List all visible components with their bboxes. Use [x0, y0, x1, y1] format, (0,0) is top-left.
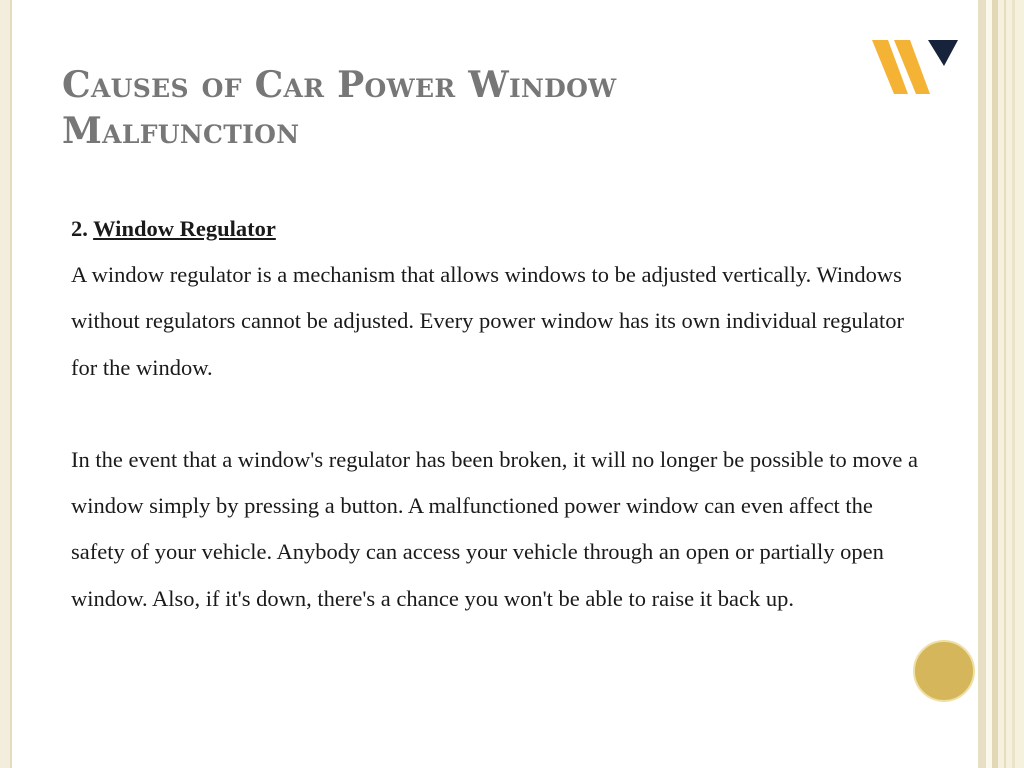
section-heading-text: Window Regulator	[93, 216, 276, 241]
paragraph-2: In the event that a window's regulator has been broken, it will no longer be possible to move a window simply by pressing a button. A malfunctioned power window can even affect the safety of your vehicle. Anybody can access your vehicle through an open or partially open window. Also, if it's down, there's a chance you won't be able to raise it back up.	[71, 447, 918, 611]
section-number: 2.	[71, 216, 88, 241]
slide-title: Causes of Car Power Window Malfunction	[62, 64, 617, 152]
right-frame-stripe	[1004, 0, 1006, 768]
slide-body	[71, 206, 921, 622]
left-frame-border	[0, 0, 12, 768]
paragraph-1: A window regulator is a mechanism that allows windows to be adjusted vertically. Windows without regulators cannot be adjusted. Every power window has its own individual regulator for the window.	[71, 262, 904, 380]
decorative-circle	[913, 640, 975, 702]
paragraph-spacer	[71, 391, 921, 437]
right-frame-stripe	[978, 0, 986, 768]
w-logo-icon	[866, 36, 962, 98]
section-heading	[71, 206, 921, 252]
right-frame-stripe	[1012, 0, 1015, 768]
right-frame-stripe	[998, 0, 1024, 768]
